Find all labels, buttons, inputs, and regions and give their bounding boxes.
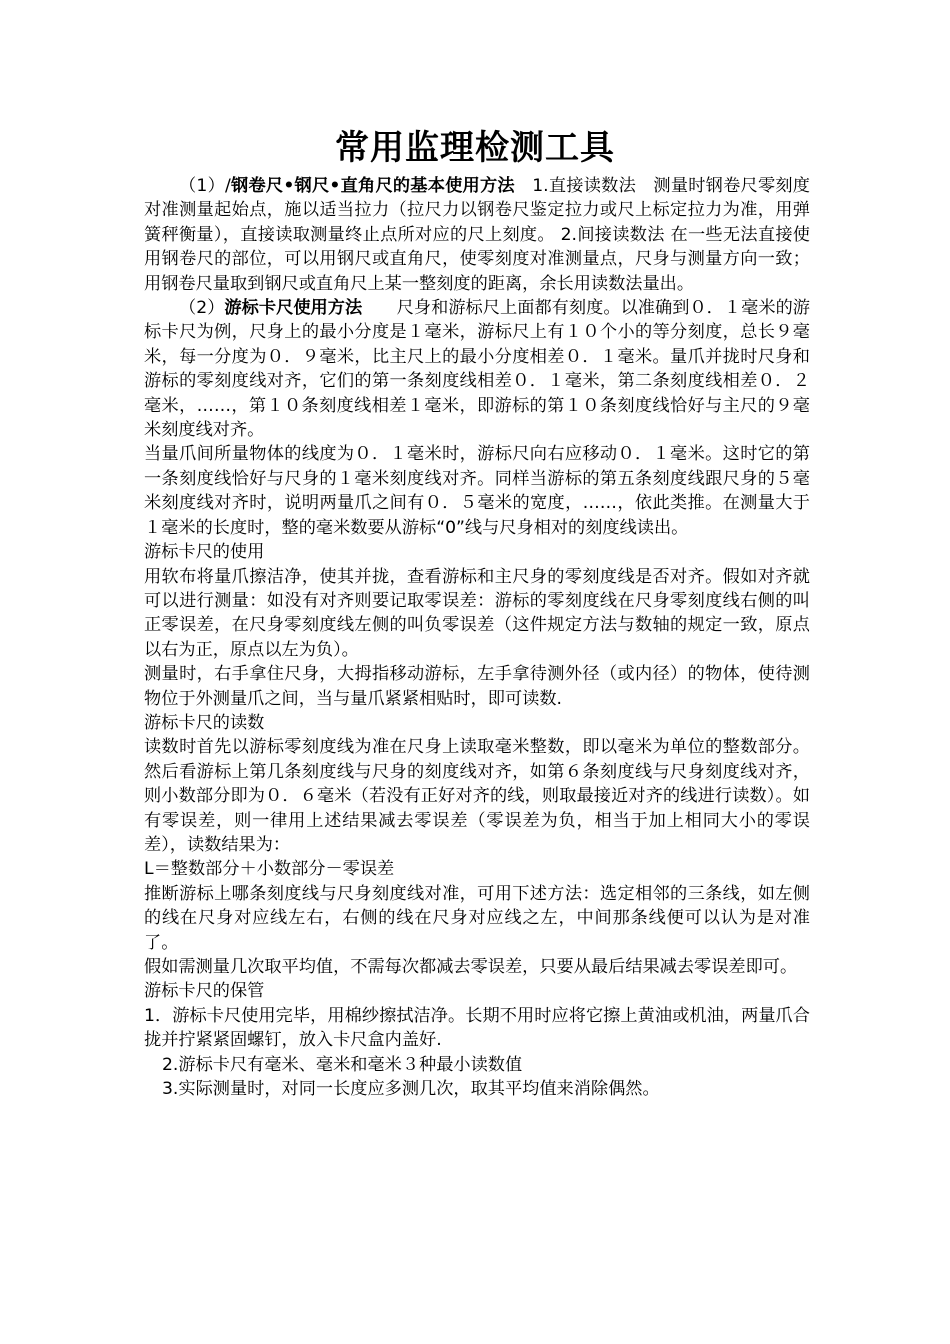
paragraph-measurement: 当量爪间所量物体的线度为０．１毫米时，游标尺向右应移动０．１毫米。这时它的第一条刻度线恰好与尺身的１毫米刻度线对齐。同样当游标的第五条刻度线跟尺身的５毫米刻度线对齐时，说明两量爪之间有０．５毫米的宽度，……，依此类推。在测量大于１毫米的长度时，整的毫米数要从游标“0”线与尺身相对的刻度线读出。 [144,444,810,538]
heading-storage: 游标卡尺的保管 [144,981,265,1002]
section-1-text: 1.直接读数法 测量时钢卷尺零刻度对准测量起始点，施以适当拉力（拉尺力以钢卷尺鉴定拉力或尺上标定拉力为准，用弹簧秤衡量），直接读取测量终止点所对应的尺上刻度。 2.间接读数法 在一些无法直接使用钢卷尺的部位，可以用钢尺或直角尺，使零刻度对准测量点，尺身与测量方向一致；用钢卷尺量取到钢尺或直角尺上某一整刻度的距离，余长用读数法量出。 [144,176,810,294]
paragraph-usage-2: 测量时，右手拿住尺身，大拇指移动游标，左手拿待测外径（或内径）的物体，使待测物位于外测量爪之间，当与量爪紧紧相贴时，即可读数. [144,664,810,709]
paragraph-reading-3: 假如需测量几次取平均值，不需每次都减去零误差，只要从最后结果减去零误差即可。 [144,957,798,977]
paragraph-storage-2: 2.游标卡尺有毫米、毫米和毫米３种最小读数值 [162,1054,523,1075]
paragraph-storage-1: 1．游标卡尺使用完毕，用棉纱擦拭洁净。长期不用时应将它擦上黄油或机油，两量爪合拢并拧紧紧固螺钉，放入卡尺盒内盖好. [144,1005,810,1051]
document-body [144,174,810,1101]
section-1-prefix: （1）/ [179,176,231,196]
heading-reading: 游标卡尺的读数 [144,712,265,733]
page-title: 常用监理检测工具 [335,128,615,168]
section-2-heading: 游标卡尺使用方法 [224,298,363,319]
paragraph-reading-2: 推断游标上哪条刻度线与尺身刻度线对准，可用下述方法：选定相邻的三条线，如左侧的线在尺身对应线左右，右侧的线在尺身对应线之左，中间那条线便可以认为是对准了。 [144,883,810,953]
paragraph-usage-1: 用软布将量爪擦洁净，使其并拢，查看游标和主尺身的零刻度线是否对齐。假如对齐就可以进行测量：如没有对齐则要记取零误差：游标的零刻度线在尺身零刻度线右侧的叫正零误差，在尺身零刻度线左侧的叫负零误差（这件规定方法与数轴的规定一致，原点以右为正，原点以左为负）。 [144,566,810,660]
section-2-paragraph [144,296,810,442]
section-1-heading: 钢卷尺•钢尺•直角尺的基本使用方法 [230,176,515,196]
section-2-prefix: （2） [179,298,225,319]
section-2-text: 尺身和游标尺上面都有刻度。以准确到０．１毫米的游标卡尺为例，尺身上的最小分度是１毫米，游标尺上有１０个小的等分刻度，总长９毫米，每一分度为０．９毫米，比主尺上的最小分度相差０．１毫米。量爪并拢时尺身和游标的零刻度线对齐，它们的第一条刻度线相差０．１毫米，第二条刻度线相差０．２毫米，……，第１０条刻度线相差１毫米，即游标的第１０条刻度线恰好与主尺的９毫米刻度线对齐。 [144,298,810,441]
section-1-paragraph [144,174,810,296]
paragraph-formula: L＝整数部分＋小数部分－零误差 [144,859,395,880]
heading-usage: 游标卡尺的使用 [144,542,265,563]
paragraph-storage-3: 3.实际测量时，对同一长度应多测几次，取其平均值来消除偶然。 [162,1079,660,1100]
paragraph-reading-1: 读数时首先以游标零刻度线为准在尺身上读取毫米整数，即以毫米为单位的整数部分。然后看游标上第几条刻度线与尺身的刻度线对齐，如第６条刻度线与尺身刻度线对齐，则小数部分即为０．６毫米（若没有正好对齐的线，则取最接近对齐的线进行读数）。如有零误差，则一律用上述结果减去零误差（零误差为负，相当于加上相同大小的零误差），读数结果为： [144,737,810,855]
